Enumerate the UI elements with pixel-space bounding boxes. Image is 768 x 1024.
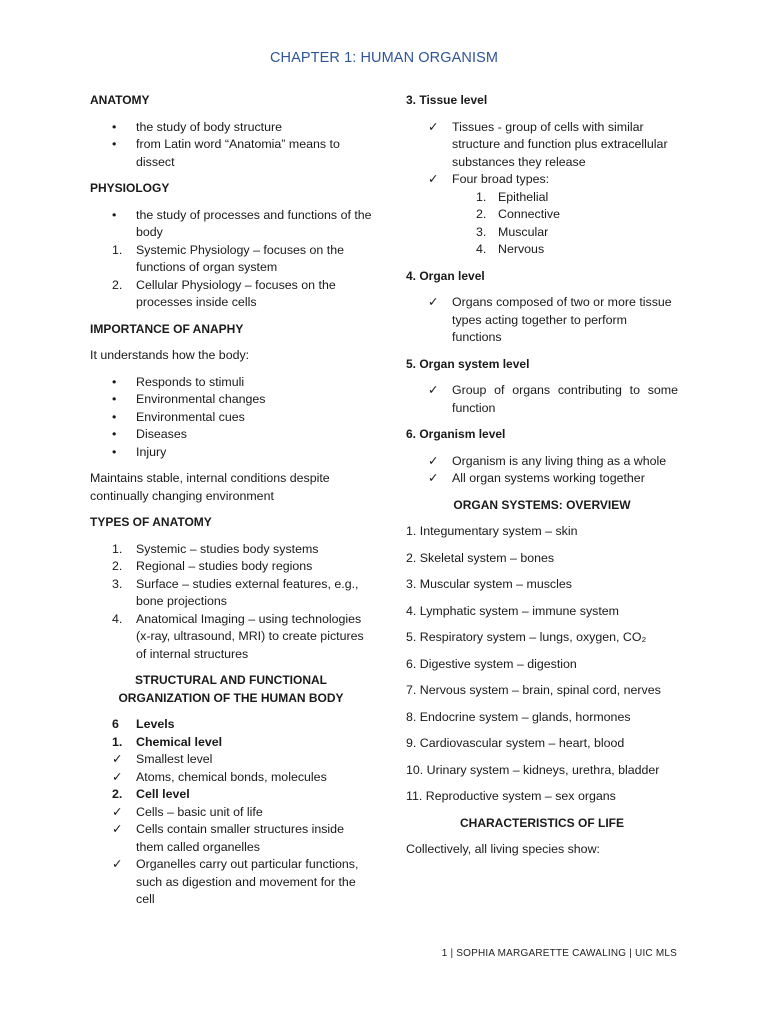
list-item: 6 Levels: [112, 717, 175, 731]
characteristics-text: Collectively, all living species show:: [406, 842, 600, 856]
importance-intro: It understands how the body:: [90, 348, 250, 362]
list-item: ✓ Tissues - group of cells with similar structure and function plus extracellular substances they release: [428, 119, 668, 169]
overview-list: [406, 523, 678, 806]
page-title: CHAPTER 1: HUMAN ORGANISM: [269, 50, 499, 66]
types-heading: TYPES OF ANATOMY: [90, 515, 212, 529]
list-item: ✓ Organs composed of two or more tissue types acting together to perform functions: [428, 295, 672, 344]
list-item: ✓ Cells contain smaller structures inside them called organelles: [112, 822, 344, 854]
levels-list: [90, 716, 372, 909]
organ-system-list: [406, 382, 678, 417]
importance-list: [90, 374, 372, 462]
bullet-icon: •: [112, 119, 117, 134]
list-item: 9. Cardiovascular system – heart, blood: [406, 736, 625, 750]
check-icon: ✓: [428, 471, 439, 485]
check-icon: ✓: [112, 857, 123, 871]
left-column: [90, 92, 372, 918]
check-icon: ✓: [428, 172, 439, 186]
list-item: 1. Systemic – studies body systems: [112, 541, 319, 556]
tissue-heading: 3. Tissue level: [406, 93, 488, 107]
bullet-icon: •: [112, 427, 117, 441]
list-item: 3. Muscular system – muscles: [406, 577, 572, 591]
list-item: 4. Nervous: [476, 242, 545, 256]
physiology-heading: PHYSIOLOGY: [90, 181, 170, 195]
list-item: 2. Connective: [476, 207, 560, 221]
list-item: 3. Surface – studies external features, e.g., bone projections: [112, 576, 359, 608]
list-item: 7. Nervous system – brain, spinal cord, nerves: [406, 683, 661, 697]
tissue-list: [406, 119, 678, 189]
anatomy-list: [90, 119, 372, 172]
overview-heading: ORGAN SYSTEMS: OVERVIEW: [453, 497, 631, 512]
organism-list: [406, 453, 678, 488]
importance-heading: IMPORTANCE OF ANAPHY: [90, 321, 244, 336]
check-icon: ✓: [428, 295, 439, 309]
list-item: ✓ Organism is any living thing as a whole: [406, 453, 678, 471]
list-item: • from Latin word “Anatomia” means to dissect: [112, 137, 340, 169]
list-item: 10. Urinary system – kidneys, urethra, bladder: [406, 762, 660, 777]
list-item: 3. Muscular: [476, 224, 549, 239]
check-icon: ✓: [112, 822, 123, 836]
check-icon: ✓: [112, 769, 123, 784]
structural-heading: STRUCTURAL AND FUNCTIONAL ORGANIZATION OF THE HUMAN BODY: [118, 673, 344, 705]
bullet-icon: •: [112, 374, 117, 389]
list-item: 2. Skeletal system – bones: [406, 550, 555, 565]
check-icon: ✓: [112, 752, 123, 766]
tissue-types-list: [476, 189, 678, 259]
list-item: 2. Cellular Physiology – focuses on the processes inside cells: [112, 277, 336, 309]
bullet-icon: •: [112, 409, 117, 424]
list-item: ✓ All organ systems working together: [406, 470, 678, 488]
list-item: 4. Lymphatic system – immune system: [406, 603, 619, 618]
list-item: • Responds to stimuli: [90, 374, 372, 392]
list-item: 2. Regional – studies body regions: [112, 559, 313, 573]
organ-system-heading: 5. Organ system level: [406, 356, 530, 371]
list-item: 8. Endocrine system – glands, hormones: [406, 709, 631, 724]
characteristics-heading: CHARACTERISTICS OF LIFE: [460, 815, 624, 830]
organ-list: [406, 294, 678, 347]
check-icon: ✓: [112, 804, 123, 819]
list-item: • Injury: [90, 444, 372, 462]
list-item: 11. Reproductive system – sex organs: [406, 789, 616, 803]
check-icon: ✓: [428, 383, 439, 397]
check-icon: ✓: [428, 119, 439, 134]
list-item: ✓ Smallest level: [90, 751, 372, 769]
check-icon: ✓: [428, 453, 439, 468]
list-item: ✓ Atoms, chemical bonds, molecules: [90, 769, 372, 787]
list-item: ✓ Group of organs contributing to some function: [428, 383, 678, 415]
list-item: ✓ Cells – basic unit of life: [90, 804, 372, 822]
page-footer: 1 | SOPHIA MARGARETTE CAWALING | UIC MLS: [441, 948, 677, 959]
list-item: 1. Epithelial: [476, 189, 549, 204]
right-column: [406, 92, 678, 868]
list-item: • the study of processes and functions of the body: [112, 207, 372, 239]
list-item: • Environmental changes: [90, 391, 372, 409]
list-item: ✓ Organelles carry out particular functions, such as digestion and movement for the cell: [112, 857, 359, 906]
organism-heading: 6. Organism level: [406, 427, 506, 441]
list-item: 2. Cell level: [112, 787, 190, 801]
list-item: • Diseases: [90, 426, 372, 444]
list-item: • the study of body structure: [90, 119, 372, 137]
list-item: 1. Chemical level: [112, 734, 223, 749]
list-item: 4. Anatomical Imaging – using technologies (x-ray, ultrasound, MRI) to create pictures of internal structures: [112, 611, 364, 661]
physiology-list: [90, 207, 372, 312]
list-item: 1. Integumentary system – skin: [406, 524, 578, 538]
organ-heading: 4. Organ level: [406, 268, 485, 283]
list-item: • Environmental cues: [90, 409, 372, 427]
bullet-icon: •: [112, 137, 117, 151]
list-item: 6. Digestive system – digestion: [406, 656, 577, 671]
bullet-icon: •: [112, 444, 117, 459]
list-item: 5. Respiratory system – lungs, oxygen, CO₂: [406, 630, 647, 644]
list-item: ✓ Four broad types:: [406, 171, 678, 189]
list-item: 1. Systemic Physiology – focuses on the functions of organ system: [112, 242, 344, 274]
bullet-icon: •: [112, 392, 117, 406]
anatomy-heading: ANATOMY: [90, 93, 150, 107]
types-list: [90, 541, 372, 664]
importance-outro: Maintains stable, internal conditions despite continually changing environment: [90, 471, 330, 503]
